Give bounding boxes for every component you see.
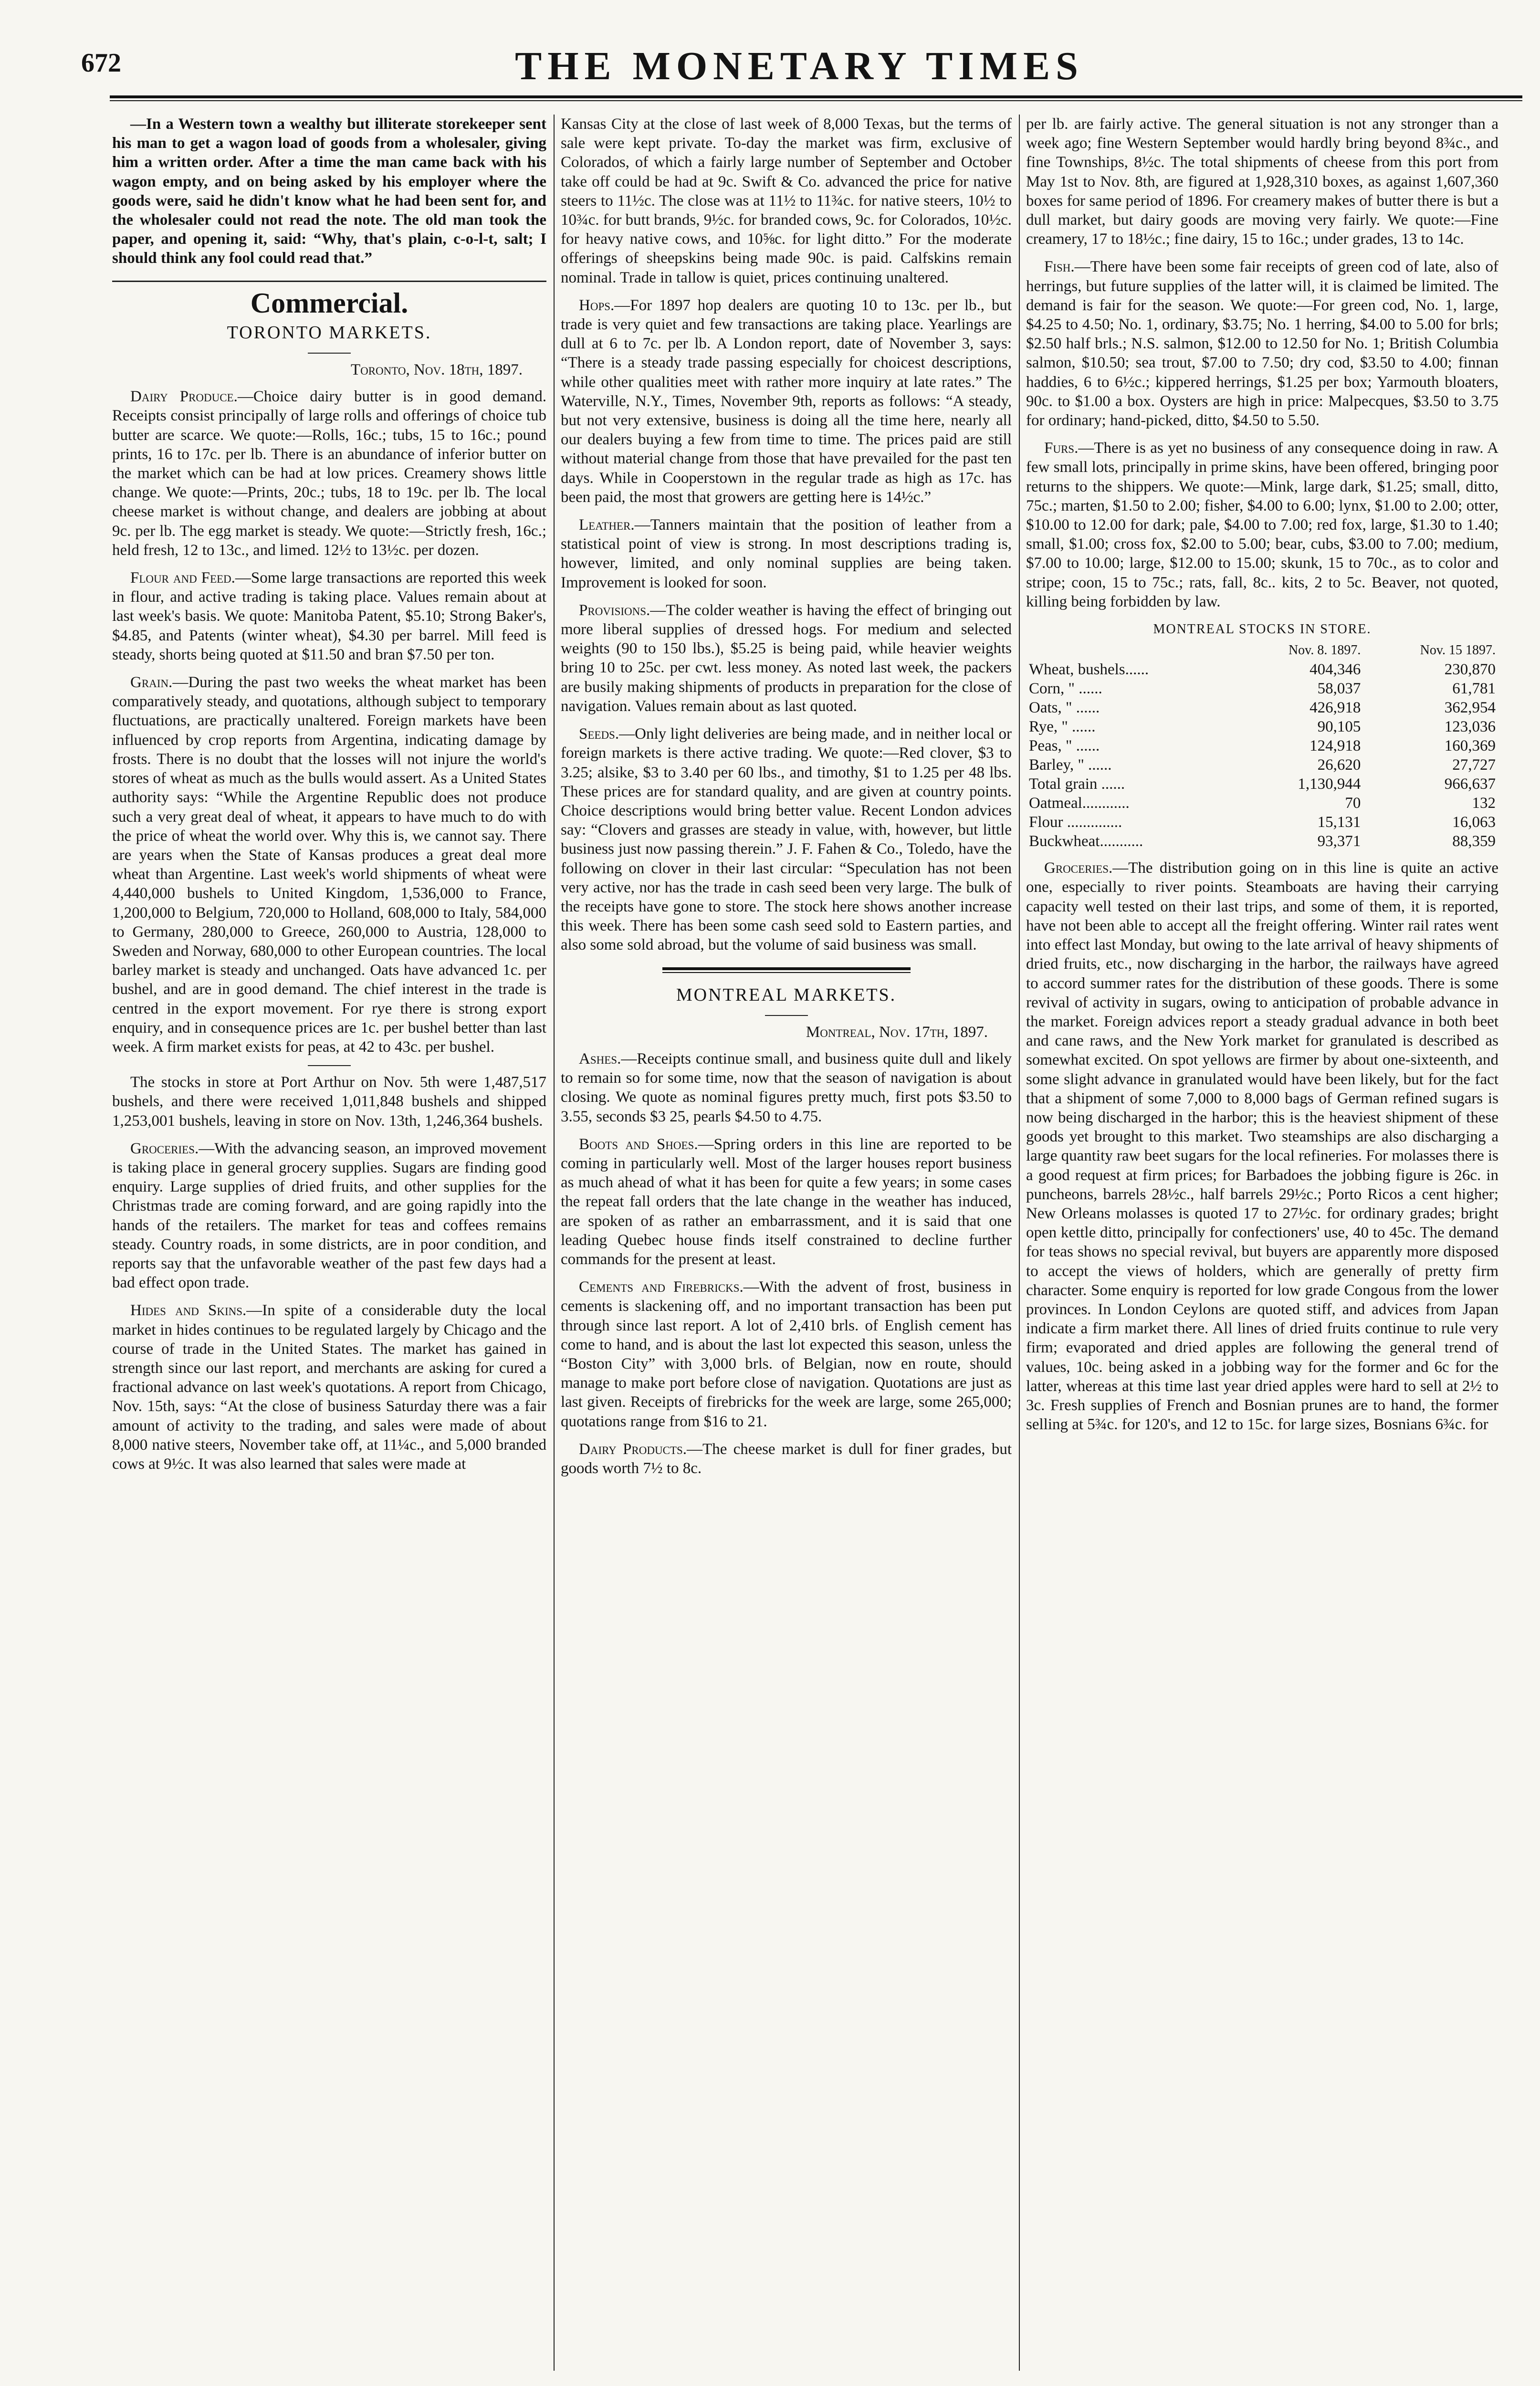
table-row <box>1026 717 1498 736</box>
dairy-paragraph <box>112 387 546 560</box>
table-row <box>1026 736 1498 755</box>
header-rule <box>110 95 1522 101</box>
column-header-nov8: Nov. 8. 1897. <box>1288 643 1361 658</box>
table-header-row <box>1026 641 1498 660</box>
table-cell: 124,918 <box>1310 737 1361 755</box>
commercial-heading: Commercial. <box>250 287 409 319</box>
groceries-paragraph <box>112 1139 546 1293</box>
dairy-products-heading: Dairy Products. <box>579 1440 687 1458</box>
table-cell: Oats, " ...... <box>1029 699 1100 717</box>
ashes-heading: Ashes. <box>579 1050 621 1067</box>
table-cell: Barley, " ...... <box>1029 756 1112 774</box>
hops-heading: Hops. <box>579 296 615 314</box>
montreal-groceries-heading: Groceries. <box>1044 859 1113 877</box>
table-row <box>1026 832 1498 851</box>
table-cell: 26,620 <box>1317 756 1361 774</box>
seeds-text: —Only light deliveries are being made, and in neither local or foreign markets is there active trading. We quote:—Red clover, $3 to 3.25; alsike, $3 to 3.40 per 60 lbs., and timothy, $1 to 1.25 per 48 lbs. These prices are for standard quality, and are given at country points. Choice descriptions would bring better value. Recent London advices say: “Clovers and grasses are steady in value, with, however, but little business just now passing therein.” J. F. Fahen & Co., Toledo, have the following on clover in their last circular: “Speculation has not been very active, nor has the trade in cash seed been very large. The bulk of the receipts have gone to store. The stock here shows another increase this week. There has been some cash seed sold to Eastern parties, and also some sold abroad, but the volume of said business was small. <box>561 725 1012 954</box>
fish-text: —There have been some fair receipts of green cod of late, also of herrings, but future supplies of the latter will, it is claimed be limited. The demand is fair for the season. We quote:—For green cod, No. 1, large, $4.25 to 4.50; No. 1, ordinary, $3.75; No. 1 herring, $4.00 to 5.00 for brls; $2.50 half brls.; N.S. salmon, $12.00 to 12.50 for No. 1; British Columbia salmon, $10.50; sea trout, $7.00 to 7.50; dry cod, $3.50 to 4.00; finnan haddies, 6 to 6½c.; kippered herrings, $1.25 per box; Yarmouth bloaters, 90c. to $1.00 a box. Oysters are high in price: Malpecques, $3.50 to 3.75 for ordinary; hand-picked, ditto, $4.50 to 5.50. <box>1026 258 1498 429</box>
short-rule <box>765 1015 808 1016</box>
section-rule <box>662 967 911 973</box>
short-rule <box>308 353 351 354</box>
table-cell: Flour .............. <box>1029 814 1122 831</box>
furs-text: —There is as yet no business of any consequence doing in raw. A few small lots, principally in prime skins, have been offered, bringing poor returns to the shippers. We quote:—Mink, large dark, $1.25; small, ditto, 75c.; marten, $1.50 to 2.00; fisher, $4.00 to 6.00; lynx, $1.00 to 2.00; otter, $10.00 to 12.00 for dark; pale, $4.00 to 7.00; red fox, large, $1.30 to 1.40; small, $1.00; cross fox, $2.00 to 5.00; bear, cubs, $3.00 to 7.00; medium, $7.00 to 10.00; large, $12.00 to 15.00; skunk, 15 to 70c., as to color and stripe; coon, 15 to 75c.; rats, fall, 8c.. kits, 2 to 5c. Beaver, not quoted, killing being forbidden by law. <box>1026 440 1498 610</box>
table-cell: Peas, " ...... <box>1029 737 1100 755</box>
dairy-heading: Dairy Produce. <box>130 388 238 406</box>
montreal-markets-heading: MONTREAL MARKETS. <box>676 984 897 1005</box>
table-cell: 27,727 <box>1452 756 1496 774</box>
seeds-paragraph <box>561 724 1012 954</box>
grain-heading: Grain. <box>130 674 173 691</box>
short-rule <box>308 1065 351 1066</box>
table-cell: 93,371 <box>1317 833 1361 850</box>
fish-heading: Fish. <box>1044 258 1075 276</box>
table-cell: 160,369 <box>1444 737 1496 755</box>
hides-text: —In spite of a considerable duty the local market in hides continues to be regulated largely by Chicago and the course of trade in the United States. The market has gained in strength since our last report, and merchants are asking for cured a fractional advance on last week's quotations. A report from Chicago, Nov. 15th, says: “At the close of business Saturday there was a fair amount of activity to the trading, and sales were made of about 8,000 native steers, November take off, at 11¼c., and 5,000 branded cows at 9½c. It was also learned that sales were made at <box>112 1302 546 1473</box>
column-2 <box>561 115 1012 2371</box>
column-3 <box>1026 115 1498 2371</box>
toronto-markets-heading: TORONTO MARKETS. <box>227 322 432 343</box>
provisions-text: —The colder weather is having the effect of bringing out more liberal supplies of dressed hogs. For medium and selected weights (90 to 150 lbs.), $5.25 is being paid, while heavier weights bring 10 to 25c. per cwt. less money. As noted last week, the packers are busily making shipments of products in preparation for the close of navigation. Values remain about as last quoted. <box>561 601 1012 715</box>
masthead-title: THE MONETARY TIMES <box>515 44 1084 88</box>
page-header <box>76 38 1522 91</box>
groceries-text: —With the advancing season, an improved movement is taking place in general grocery supplies. Sugars are finding good enquiry. Large supplies of dried fruits, and other supplies for the Christmas trade are coming forward, and are going rapidly into the hands of the retailers. The market for teas and coffees remains steady. Country roads, in some districts, are in poor condition, and reports say that the unfavorable weather of the past few days had a bad effect opon trade. <box>112 1140 546 1292</box>
hops-text: —For 1897 hop dealers are quoting 10 to 13c. per lb., but trade is very quiet and few transactions are taking place. Yearlings are dull at 6 to 7c. per lb. A London report, date of November 3, says: “There is a steady trade passing especially for choicest descriptions, while other qualities meet with rather more inquiry at late rates.” The Waterville, N.Y., Times, November 9th, reports as follows: “A steady, but not very extensive, business is doing all the time here, nearly all our dealers buying a few from time to time. The prices paid are still without material change from those that have prevailed for the past ten days. While in Cooperstown in the regular trade as high as 17c. has been paid, the most that growers are getting here is 14½c.” <box>561 296 1012 506</box>
seeds-heading: Seeds. <box>579 725 619 743</box>
table-cell: Buckwheat........... <box>1029 833 1143 850</box>
hides-continued: Kansas City at the close of last week of 8,000 Texas, but the terms of sale were kept private. To-day the market was firm, exclusive of Colorados, of which a fairly large number of September and October take off could be had at 9c. Swift & Co. advanced the price for native steers to 11½c. The close was at 11½ to 11¾c. for native steers, 10½ to 10¾c. for butt brands, 9½c. for branded cows, 9c. for Colorados, 10½c. for heavy native cows, and 10⅝c. for light ditto.” For the moderate offerings of sheepskins being made 90c. is paid. Calfskins remain nominal. Trade in tallow is quiet, prices continuing unaltered. <box>561 115 1012 286</box>
flour-heading: Flour and Feed. <box>130 569 235 587</box>
table-cell: 90,105 <box>1317 718 1361 736</box>
table-cell: 230,870 <box>1444 661 1496 679</box>
section-rule <box>112 281 546 282</box>
hops-paragraph <box>561 296 1012 507</box>
montreal-groceries-text: —The distribution going on in this line is quite an active one, especially to river points. Steamboats are having their carrying capacity well tested on their last trips, and some of them, it is reported, have not been able to accept all the freight offering. Winter rail rates went into effect last Monday, but owing to the late arrival of heavy shipments of dried fruits, etc., now discharging in the harbor, the railways have agreed to accord summer rates for the distribution of these goods. There is some revival of activity in sugars, owing to anticipation of probable advance in the market. Foreign advices report a steady gradual advance in both beet and cane raws, and the New York market for granulated is described as somewhat excited. On spot yellows are firmer by about one-sixteenth, and some slight advance in granulated would have been likely, but for the fact that a shipment of some 7,000 to 8,000 bags of German refined sugars is now being discharged in the harbor; this is the heaviest shipment of these goods yet brought to this market. Two steamships are also discharging a large quantity raw beet sugars for the local refineries. For molasses there is a good request at firm prices; for Barbadoes the jobbing figure is 26c. in puncheons, barrels 28½c., half barrels 29½c.; Porto Ricos a cent higher; New Orleans molasses is quoted 17 to 27½c. for ordinary grades; bright open kettle ditto, principally for confectioners' use, 40 to 45c. The demand for teas shows no special revival, but buyers are apparently more disposed to accept the views of holders, which are generally of pretty firm character. Some enquiry is reported for low grade Congous from the lower provinces. In London Ceylons are quoted stiff, and advices from Japan indicate a firm market there. All lines of dried fruits continue to rule very firm; evaporated and dried apples are following the general trend of values, 10c. being asked in a jobbing way for the former and 6c for the latter, whereas at this time last year dried apples were hard to sell at 2½ to 3c. Fresh supplies of French and Bosnian prunes are to hand, the former selling at 5¾c. for 120's, and 12 to 15c. for large sizes, Bosnians 6¾c. for <box>1026 859 1498 1434</box>
table-cell: 966,637 <box>1444 775 1496 793</box>
stocks-paragraph: The stocks in store at Port Arthur on Nov. 5th were 1,487,517 bushels, and there were received 1,011,848 bushels and shipped 1,253,001 bushels, leaving in store on Nov. 13th, 1,246,364 bushels. <box>112 1074 546 1130</box>
furs-paragraph <box>1026 439 1498 611</box>
table-cell: Rye, " ...... <box>1029 718 1096 736</box>
column-rule <box>554 115 555 2371</box>
provisions-heading: Provisions. <box>579 601 650 619</box>
grain-text: —During the past two weeks the wheat market has been comparatively steady, and quotations, although subject to temporary fluctuations, are practically unaltered. Foreign markets have been influenced by crop reports from Argentina, indicating damage by frosts. There is no doubt that the losses will not injure the world's stores of wheat as much as the bulls would assert. As a United States authority says: “While the Argentine Republic does not produce such a very great deal of wheat, it appears to have much to do with the price of wheat the world over. Why this is, we cannot say. There are years when the State of Kansas produces a great deal more wheat than Argentine. Last week's world shipments of wheat were 4,440,000 bushels to United Kingdom, 1,536,000 to France, 1,200,000 to Belgium, 720,000 to Holland, 608,000 to Italy, 584,000 to Germany, 280,000 to Greece, 260,000 to Austria, 128,000 to Sweden and Norway, 680,000 to other European countries. The local barley market is steady and unchanged. Oats have advanced 1c. per bushel, and are in good demand. The chief interest in the trade is centred in the export movement. For rye there is strong export enquiry, and in consequence prices are 1c. per bushel better than last week. A firm market exists for peas, at 42 to 43c. per bushel. <box>112 674 546 1056</box>
table-cell: 1,130,944 <box>1298 775 1361 793</box>
leather-paragraph <box>561 515 1012 592</box>
grain-paragraph <box>112 673 546 1057</box>
dairy-products-paragraph <box>561 1440 1012 1478</box>
column-header-nov15: Nov. 15 1897. <box>1420 643 1496 658</box>
table-cell: 70 <box>1345 795 1361 812</box>
stocks-table-body <box>1026 660 1498 851</box>
montreal-stocks-title: MONTREAL STOCKS IN STORE. <box>1153 622 1372 637</box>
flour-text: —Some large transactions are reported this week in flour, and active trading is taking place. Values remain about at last week's basis. We quote: Manitoba Patent, $5.10; Strong Baker's, $4.85, and Patents (winter wheat), $4.30 per barrel. Mill feed is steady, shorts being quoted at $11.50 and bran $7.50 per ton. <box>112 569 546 663</box>
table-row <box>1026 698 1498 717</box>
boots-paragraph <box>561 1135 1012 1269</box>
table-cell: 16,063 <box>1452 814 1496 831</box>
cements-heading: Cements and Firebricks. <box>579 1278 744 1296</box>
flour-paragraph <box>112 568 546 664</box>
cements-paragraph <box>561 1277 1012 1431</box>
montreal-groceries-paragraph <box>1026 858 1498 1434</box>
table-row <box>1026 774 1498 794</box>
column-rule <box>1019 115 1020 2371</box>
dairy-continued: per lb. are fairly active. The general situation is not any stronger than a week ago; fine Western September would hardly bring beyond 8¾c., and fine Townships, 8½c. The total shipments of cheese from this port from May 1st to Nov. 8th, are figured at 1,928,310 boxes, as against 1,607,360 boxes for same period of 1896. For creamery makes of butter there is but a dull market, but dairy goods are moving very fairly. We quote:—Fine creamery, 17 to 18½c.; fine dairy, 15 to 16c.; under grades, 13 to 14c. <box>1026 115 1498 248</box>
leather-text: —Tanners maintain that the position of leather from a statistical point of view is strong. In most descriptions trading is, however, limited, and only nominal supplies are being taken. Improvement is looked for soon. <box>561 516 1012 591</box>
table-cell: 88,359 <box>1452 833 1496 850</box>
table-cell: Total grain ...... <box>1029 775 1125 793</box>
hides-heading: Hides and Skins. <box>130 1302 247 1319</box>
table-row <box>1026 794 1498 813</box>
boots-heading: Boots and Shoes. <box>579 1135 698 1153</box>
hides-paragraph <box>112 1301 546 1474</box>
furs-heading: Furs. <box>1044 440 1079 457</box>
table-row <box>1026 813 1498 832</box>
boots-text: —Spring orders in this line are reported to be coming in particularly well. Most of the larger houses report business as much ahead of what it has been for quite a few years; in some cases the repeat fall orders that the late change in the weather has induced, are spoken of as rather an embarrassment, and it is said that one leading Quebec house finds itself constrained to decline further commands for the present at least. <box>561 1135 1012 1268</box>
table-header-blank <box>1026 641 1234 660</box>
dairy-text: —Choice dairy butter is in good demand. Receipts consist principally of large rolls and offerings of choice tub butter are scarce. We quote:—Rolls, 16c.; tubs, 15 to 16c.; pound prints, 16 to 17c. per lb. There is an abundance of inferior butter on the market which can be had at low prices. Creamery shows little change. We quote:—Prints, 20c.; tubs, 18 to 19c. per lb. The local cheese market is without change, and dealers are jobbing at about 9c. per lb. The egg market is steady. We quote:—Strictly fresh, 16c.; held fresh, 12 to 13c., and limed. 12½ to 13½c. per dozen. <box>112 388 546 559</box>
table-cell: 426,918 <box>1310 699 1361 717</box>
dairy-products-text: —The cheese market is dull for finer grades, but goods worth 7½ to 8c. <box>561 1440 1012 1477</box>
table-cell: Wheat, bushels...... <box>1029 661 1149 679</box>
table-cell: 58,037 <box>1317 680 1361 698</box>
table-cell: 404,346 <box>1310 661 1361 679</box>
table-row <box>1026 755 1498 774</box>
leather-heading: Leather. <box>579 516 635 534</box>
table-cell: 123,036 <box>1444 718 1496 736</box>
anecdote-text: —In a Western town a wealthy but illiterate storekeeper sent his man to get a wagon load of goods from a wholesaler, giving him a written order. After a time the man came back with his wagon empty, and on being asked by his employer where the goods were, said he didn't know what he had been sent for, and the wholesaler could not read the note. The old man took the paper, and opening it, said: “Why, that's plain, c-o-l-t, salt; I should think any fool could read that.” <box>112 115 546 267</box>
table-cell: Oatmeal............ <box>1029 795 1130 812</box>
montreal-stocks-table <box>1026 641 1498 851</box>
fish-paragraph <box>1026 257 1498 430</box>
table-row <box>1026 660 1498 679</box>
column-1 <box>112 115 546 2371</box>
table-cell: 362,954 <box>1444 699 1496 717</box>
table-cell: Corn, " ...... <box>1029 680 1102 698</box>
table-cell: 15,131 <box>1317 814 1361 831</box>
table-cell: 61,781 <box>1452 680 1496 698</box>
anecdote-paragraph <box>112 115 546 268</box>
ashes-text: —Receipts continue small, and business quite dull and likely to remain so for some time, now that the season of navigation is about closing. We quote as nominal figures pretty much, first pots $3.50 to 3.55, seconds $3 25, pearls $4.50 to 4.75. <box>561 1050 1012 1125</box>
montreal-dateline: Montreal, Nov. 17th, 1897. <box>806 1023 988 1041</box>
provisions-paragraph <box>561 601 1012 716</box>
table-row <box>1026 679 1498 698</box>
ashes-paragraph <box>561 1049 1012 1126</box>
groceries-heading: Groceries. <box>130 1140 199 1157</box>
page-number: 672 <box>81 48 121 78</box>
table-cell: 132 <box>1472 795 1496 812</box>
cements-text: —With the advent of frost, business in cements is slackening off, and no important transaction has been put through since last report. A lot of 2,410 brls. of English cement has come to hand, and is about the last lot expected this season, unless the “Boston City” with 3,000 brls. of Belgian, now en route, should manage to make port before close of navigation. Quotations are just as last given. Receipts of firebricks for the week are large, some 265,000; quotations range from $16 to 21. <box>561 1278 1012 1430</box>
toronto-dateline: Toronto, Nov. 18th, 1897. <box>350 361 523 379</box>
